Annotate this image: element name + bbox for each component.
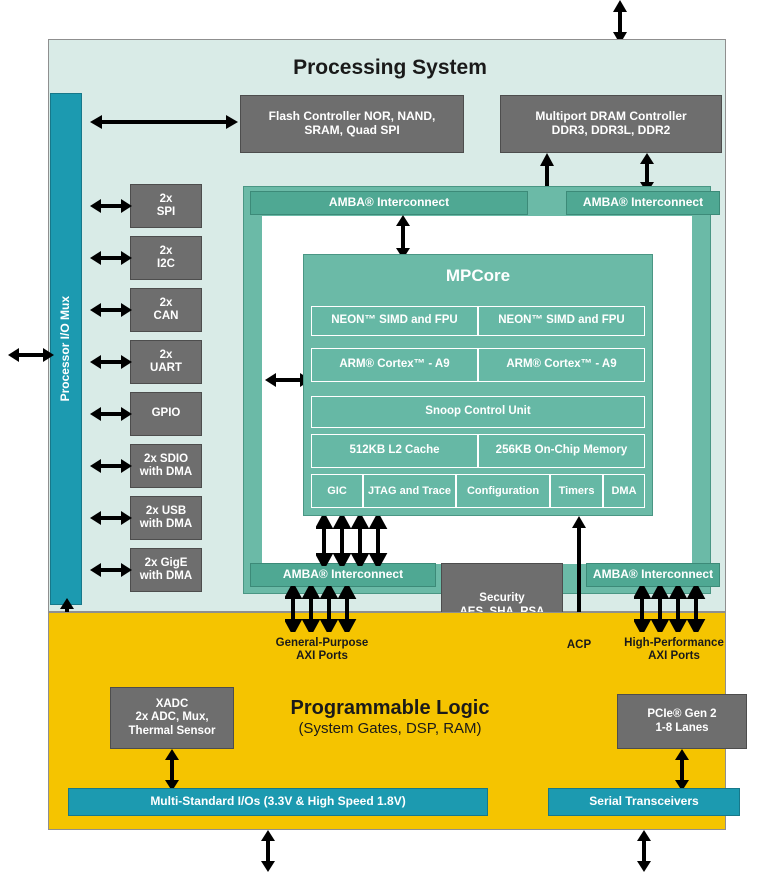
arrow-iomux-uart [90, 352, 132, 372]
arrow-iomux-i2c [90, 248, 132, 268]
neon-left: NEON™ SIMD and FPU [311, 306, 478, 336]
mpcore-timers: Timers [550, 474, 603, 508]
peripheral-spi: 2x SPI [130, 184, 202, 228]
arrow-iomux-spi [90, 196, 132, 216]
arrow-iomux-usb [90, 508, 132, 528]
arrow-xadc-io [161, 749, 183, 791]
acp-label: ACP [566, 639, 592, 651]
arrow-iomux-gige [90, 560, 132, 580]
amba-interconnect-top-left: AMBA® Interconnect [250, 191, 528, 215]
amba-interconnect-bottom-left: AMBA® Interconnect [250, 563, 436, 587]
arrow-iomux-flash [90, 112, 238, 132]
arrow-interconnect-mpcore [392, 215, 414, 259]
security-block: Security [441, 563, 563, 648]
neon-right: NEON™ SIMD and FPU [478, 306, 645, 336]
peripheral-gige: 2x GigE with DMA [130, 548, 202, 592]
arrow-iomux-sdio [90, 456, 132, 476]
mpcore-gic: GIC [311, 474, 363, 508]
arrow-external-io [8, 345, 54, 365]
arrow-bottom-io [257, 830, 279, 872]
mpcore-configuration: Configuration [456, 474, 550, 508]
l2-cache: 512KB L2 Cache [311, 434, 478, 468]
serial-transceivers-block: Serial Transceivers [548, 788, 740, 816]
processing-system-title: Processing System [293, 55, 487, 79]
on-chip-memory: 256KB On-Chip Memory [478, 434, 645, 468]
snoop-control-unit: Snoop Control Unit [311, 396, 645, 428]
peripheral-uart: 2x UART [130, 340, 202, 384]
mpcore-title: MPCore [445, 266, 511, 285]
arrow-iomux-can [90, 300, 132, 320]
hp-axi-ports-label: High-Performance AXI Ports [624, 637, 724, 663]
arrow-top-dram [605, 0, 635, 44]
mpcore-dma: DMA [603, 474, 645, 508]
cpu-left: ARM® Cortex™ - A9 [311, 348, 478, 382]
xadc-block: XADC 2x ADC, Mux, Thermal Sensor [110, 687, 234, 749]
cpu-right: ARM® Cortex™ - A9 [478, 348, 645, 382]
dram-controller-block: Multiport DRAM Controller DDR3, DDR3L, DDR2 [500, 95, 722, 153]
arrow-mpcore-bottom-bus [316, 516, 390, 566]
mpcore-jtag-trace: JTAG and Trace [363, 474, 456, 508]
peripheral-can: 2x CAN [130, 288, 202, 332]
arrow-pcie-transceivers [671, 749, 693, 791]
programmable-logic-title: Programmable Logic (System Gates, DSP, RAM) [290, 696, 490, 737]
arrow-iomux-gpio [90, 404, 132, 424]
arrow-bottom-transceivers [633, 830, 655, 872]
arrow-hp-axi-ports [634, 586, 708, 632]
flash-controller-block: Flash Controller NOR, NAND, SRAM, Quad SPI [240, 95, 464, 153]
gp-axi-ports-label: General-Purpose AXI Ports [275, 637, 369, 663]
peripheral-usb: 2x USB with DMA [130, 496, 202, 540]
pcie-block: PCIe® Gen 2 1-8 Lanes [617, 694, 747, 749]
amba-interconnect-bottom-right: AMBA® Interconnect [586, 563, 720, 587]
peripheral-sdio: 2x SDIO with DMA [130, 444, 202, 488]
amba-interconnect-top-right: AMBA® Interconnect [566, 191, 720, 215]
peripheral-gpio: GPIO [130, 392, 202, 436]
processor-io-mux: Processor I/O Mux [50, 93, 82, 605]
peripheral-i2c: 2x I2C [130, 236, 202, 280]
arrow-gp-axi-ports [285, 586, 359, 632]
multi-standard-io-block: Multi-Standard I/Os (3.3V & High Speed 1.8V) [68, 788, 488, 816]
